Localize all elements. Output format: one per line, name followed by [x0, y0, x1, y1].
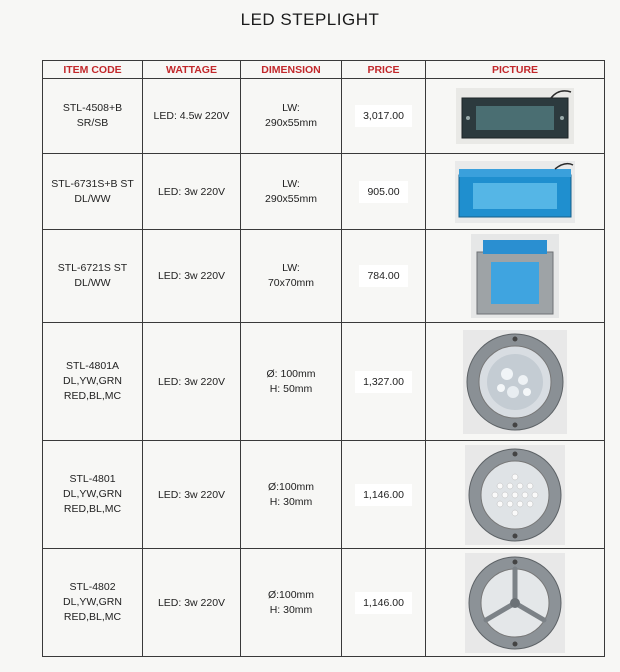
item-code-line: STL-4508+B [62, 102, 123, 114]
table-row [43, 323, 605, 441]
item-code-line: RED,BL,MC [63, 390, 122, 402]
price-cell [342, 230, 426, 323]
rectangular-steplight-dark-icon [456, 88, 574, 144]
table-row [43, 79, 605, 154]
dimension-cell [241, 549, 342, 657]
dimension-line: Ø:100mm [267, 480, 315, 493]
item-code-line: RED,BL,MC [63, 611, 122, 623]
item-code-line: STL-6731S+B ST [51, 177, 134, 190]
item-code-line: DL/WW [74, 277, 111, 289]
dimension-line: LW: [282, 177, 300, 190]
item-code-line: DL,YW,GRN [63, 375, 122, 387]
header-wattage: WATTAGE [143, 61, 241, 79]
price-cell [342, 441, 426, 549]
table-header-row [43, 61, 605, 79]
price-value: 3,017.00 [355, 105, 412, 127]
dimension-line: H: 50mm [269, 382, 313, 395]
price-cell [342, 154, 426, 230]
dimension-cell [241, 441, 342, 549]
price-value: 905.00 [359, 181, 407, 203]
page-title: LED STEPLIGHT [240, 10, 380, 29]
picture-cell [426, 441, 605, 549]
item-code-cell [43, 230, 143, 323]
round-steplight-led-array-icon [465, 445, 565, 545]
price-value: 1,146.00 [355, 484, 412, 506]
dimension-cell [241, 154, 342, 230]
picture-cell [426, 230, 605, 323]
dimension-line: 290x55mm [265, 192, 317, 205]
price-value: 1,146.00 [355, 592, 412, 614]
dimension-line: LW: [282, 102, 300, 114]
dimension-line: Ø: 100mm [266, 367, 316, 380]
picture-cell [426, 154, 605, 230]
dimension-line: H: 30mm [269, 495, 313, 508]
item-code-line: RED,BL,MC [63, 503, 122, 515]
price-value: 784.00 [359, 265, 407, 287]
item-code-line: STL-4801 [69, 473, 116, 485]
product-table [42, 60, 605, 657]
item-code-cell [43, 441, 143, 549]
picture-cell [426, 549, 605, 657]
item-code-line: DL,YW,GRN [63, 596, 122, 608]
item-code-line: DL/WW [74, 192, 111, 205]
wattage-cell: LED: 3w 220V [143, 154, 241, 230]
dimension-line: 290x55mm [265, 117, 317, 129]
round-steplight-crystal-icon [463, 330, 567, 434]
table-row [43, 441, 605, 549]
round-steplight-tri-bar-icon [465, 553, 565, 653]
table-row [43, 230, 605, 323]
dimension-cell [241, 323, 342, 441]
header-dimension: DIMENSION [241, 61, 342, 79]
square-steplight-blue-icon [471, 234, 559, 318]
wattage-cell: LED: 3w 220V [143, 549, 241, 657]
item-code-line: STL-4801A [65, 360, 120, 372]
header-picture: PICTURE [426, 61, 605, 79]
item-code-cell [43, 323, 143, 441]
rectangular-steplight-blue-icon [455, 161, 575, 223]
dimension-line: 70x70mm [267, 277, 315, 289]
wattage-cell: LED: 3w 220V [143, 230, 241, 323]
item-code-line: STL-4802 [69, 581, 116, 593]
item-code-line: DL,YW,GRN [63, 488, 122, 500]
header-price: PRICE [342, 61, 426, 79]
table-row [43, 154, 605, 230]
price-value: 1,327.00 [355, 371, 412, 393]
dimension-cell [241, 230, 342, 323]
price-cell [342, 79, 426, 154]
price-cell [342, 323, 426, 441]
picture-cell [426, 79, 605, 154]
wattage-cell: LED: 3w 220V [143, 323, 241, 441]
picture-cell [426, 323, 605, 441]
item-code-cell [43, 79, 143, 154]
price-cell [342, 549, 426, 657]
wattage-cell: LED: 4.5w 220V [143, 79, 241, 154]
header-item-code: ITEM CODE [43, 61, 143, 79]
wattage-cell: LED: 3w 220V [143, 441, 241, 549]
dimension-line: LW: [282, 262, 300, 274]
dimension-line: H: 30mm [269, 603, 313, 616]
table-row [43, 549, 605, 657]
item-code-line: SR/SB [76, 117, 109, 129]
item-code-line: STL-6721S ST [57, 262, 128, 274]
dimension-line: Ø:100mm [267, 588, 315, 601]
dimension-cell [241, 79, 342, 154]
item-code-cell [43, 154, 143, 230]
item-code-cell [43, 549, 143, 657]
